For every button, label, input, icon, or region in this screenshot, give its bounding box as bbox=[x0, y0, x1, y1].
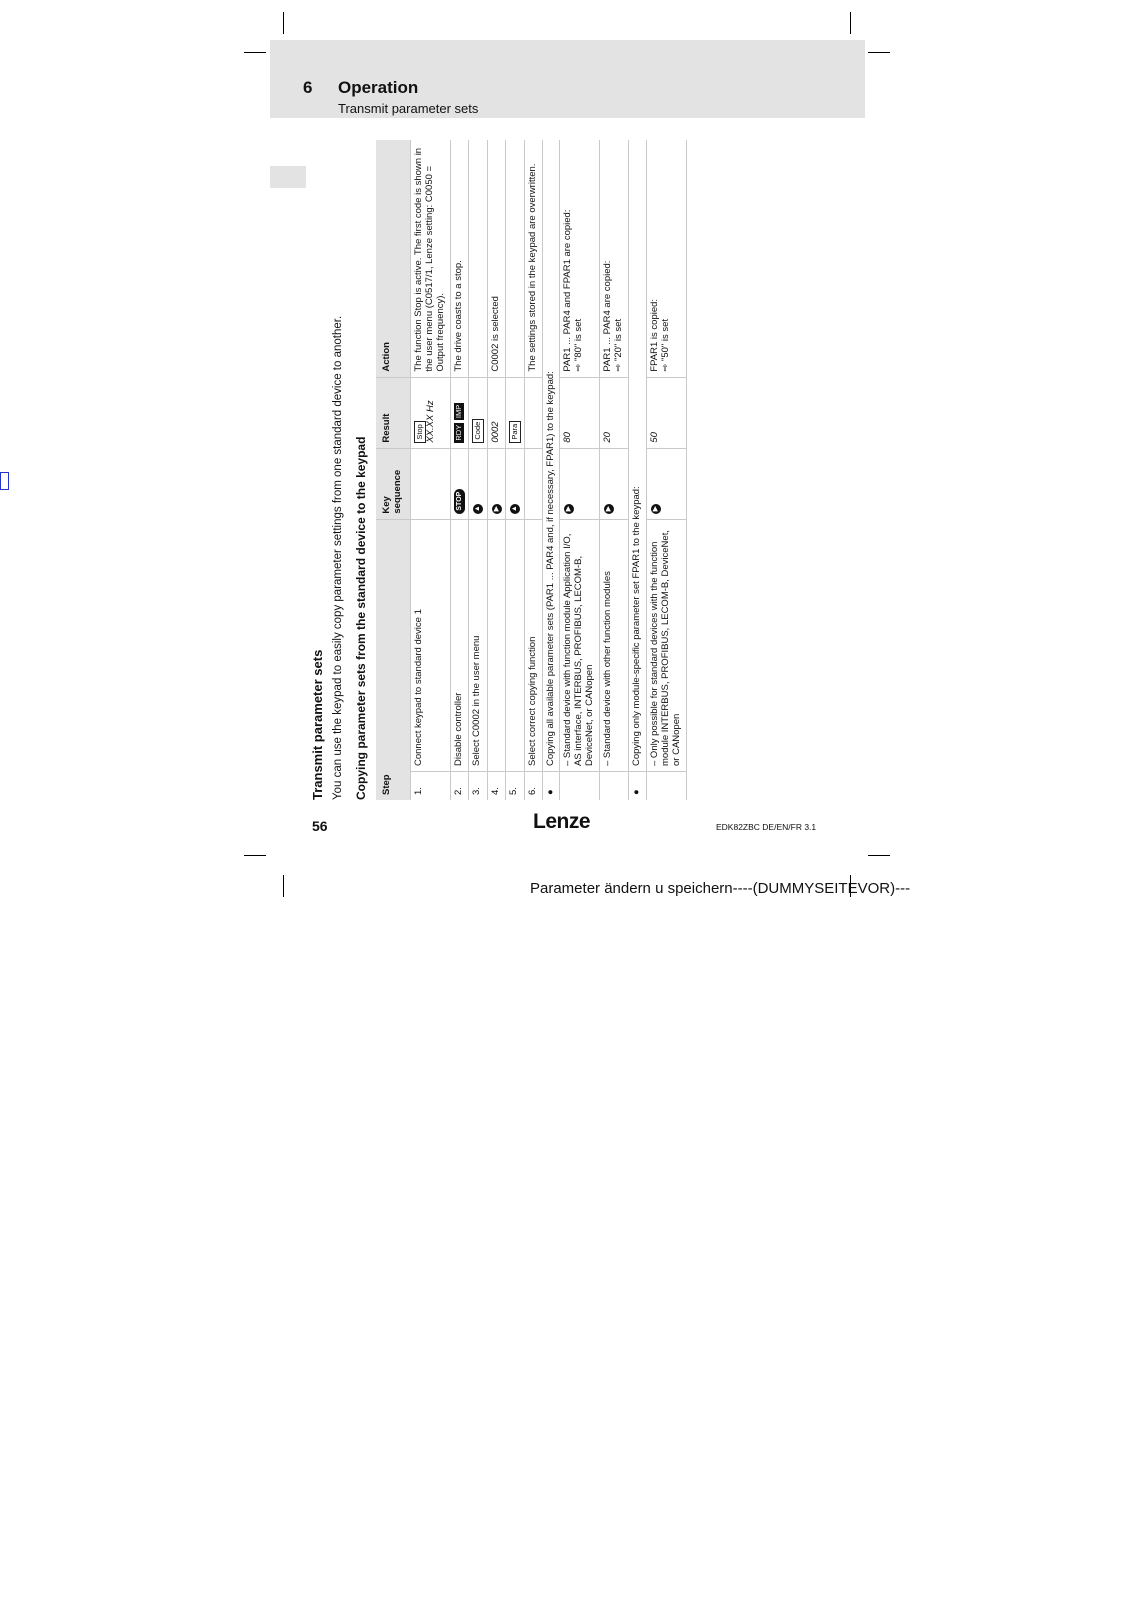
lenze-logo: Lenze bbox=[533, 810, 591, 833]
table-row bbox=[560, 140, 600, 800]
result-value: IMP bbox=[453, 404, 463, 419]
result-value: XX.XX Hz bbox=[424, 400, 436, 443]
right-key-icon: ▶ bbox=[564, 504, 574, 514]
right-key-icon: ▶ bbox=[604, 504, 614, 514]
chapter-subtitle: Transmit parameter sets bbox=[338, 101, 479, 116]
key-cell bbox=[410, 448, 450, 519]
right-key-icon: ▶ bbox=[492, 504, 502, 514]
key-cell bbox=[468, 448, 487, 519]
key-cell bbox=[560, 448, 600, 519]
header-action: Action bbox=[376, 140, 410, 377]
action-text: PAR1 ... PAR4 and FPAR1 are copied: bbox=[562, 209, 574, 372]
section-intro: You can use the keypad to easily copy parameter settings from one standard device to another. bbox=[332, 315, 344, 800]
page-number: 56 bbox=[312, 818, 328, 834]
action-cell bbox=[600, 140, 629, 377]
chapter-number: 6 bbox=[303, 78, 313, 97]
result-cell bbox=[450, 377, 468, 448]
result-cell bbox=[646, 377, 686, 448]
step-text bbox=[487, 519, 505, 771]
table-row bbox=[646, 140, 686, 800]
cursor-marker bbox=[0, 472, 9, 490]
step-text bbox=[560, 519, 600, 771]
step-text: Select correct copying function bbox=[524, 519, 542, 771]
group-heading: Copying all available parameter sets (PAR1 ... PAR4 and, if necessary, FPAR1) to the keypad: bbox=[542, 140, 560, 772]
step-text bbox=[600, 519, 629, 771]
result-value: 80 bbox=[562, 432, 574, 443]
action-text: The function Stop is active. The first code is shown in the user menu (C0517/1, Lenze setting: C0050 = Output frequency). bbox=[410, 140, 450, 377]
action-text: PAR1 ... PAR4 are copied: bbox=[602, 260, 614, 372]
chapter-title: Operation bbox=[338, 78, 419, 97]
step-text bbox=[505, 519, 524, 771]
action-result: ⇨ "80" is set bbox=[573, 318, 585, 372]
item-text: Only possible for standard devices with the function module INTERBUS, PROFIBUS, LECOM-B, DeviceNet, or CANopen bbox=[648, 530, 682, 766]
key-cell bbox=[450, 448, 468, 519]
crop-mark bbox=[850, 12, 851, 34]
group-heading: Copying only module-specific parameter set FPAR1 to the keypad: bbox=[629, 140, 647, 772]
right-key-icon: ▶ bbox=[651, 504, 661, 514]
dash: – bbox=[648, 760, 660, 766]
crop-mark bbox=[868, 52, 890, 53]
bullet: ● bbox=[542, 772, 560, 801]
step-number: 3. bbox=[468, 772, 487, 801]
up-key-icon: ▲ bbox=[473, 505, 481, 513]
document-id: EDK82ZBC DE/EN/FR 3.1 bbox=[716, 822, 817, 832]
group-heading-row bbox=[542, 140, 560, 800]
dummy-page-text: Parameter ändern u speichern----(DUMMYSEITEVOR)--- bbox=[530, 880, 911, 897]
crop-mark bbox=[244, 855, 266, 856]
table-row bbox=[505, 140, 524, 800]
result-box: Para bbox=[509, 421, 521, 443]
result-cell bbox=[410, 377, 450, 448]
step-text bbox=[646, 519, 686, 771]
result-cell bbox=[468, 377, 487, 448]
action-text bbox=[505, 140, 524, 377]
header-step: Step bbox=[376, 519, 410, 800]
result-cell bbox=[560, 377, 600, 448]
step-number: 2. bbox=[450, 772, 468, 801]
step-text: Connect keypad to standard device 1 bbox=[410, 519, 450, 771]
result-value: 20 bbox=[602, 432, 614, 443]
step-number: 4. bbox=[487, 772, 505, 801]
table-row bbox=[600, 140, 629, 800]
side-tab bbox=[270, 166, 306, 188]
table-row bbox=[524, 140, 542, 800]
step-text: Disable controller bbox=[450, 519, 468, 771]
table-row bbox=[468, 140, 487, 800]
steps-table bbox=[376, 140, 687, 800]
result-cell bbox=[600, 377, 629, 448]
empty-cell bbox=[646, 772, 686, 801]
action-text bbox=[468, 140, 487, 377]
result-cell bbox=[505, 377, 524, 448]
result-value: 50 bbox=[648, 432, 660, 443]
dash: – bbox=[562, 760, 574, 766]
table-row bbox=[410, 140, 450, 800]
result-value: 0002 bbox=[489, 421, 501, 443]
step-number: 1. bbox=[410, 772, 450, 801]
rotated-content bbox=[310, 140, 780, 800]
empty-cell bbox=[600, 772, 629, 801]
header-result: Result bbox=[376, 377, 410, 448]
key-cell bbox=[646, 448, 686, 519]
key-cell bbox=[524, 448, 542, 519]
result-cell bbox=[487, 377, 505, 448]
crop-mark bbox=[283, 875, 284, 897]
action-text: The settings stored in the keypad are overwritten. bbox=[524, 140, 542, 377]
empty-cell bbox=[560, 772, 600, 801]
bullet: ● bbox=[629, 772, 647, 801]
action-result: ⇨ "20" is set bbox=[613, 318, 625, 372]
table-header-row bbox=[376, 140, 410, 800]
chapter-header bbox=[270, 40, 865, 118]
item-text: Standard device with function module Application I/O, AS interface, INTERBUS, PROFIBUS, LECOM-B, DeviceNet, or CANopen bbox=[562, 533, 596, 766]
stop-key-icon: STOP bbox=[454, 489, 465, 514]
item-text: Standard device with other function modules bbox=[602, 571, 614, 759]
section-title: Transmit parameter sets bbox=[310, 649, 325, 800]
step-text: Select C0002 in the user menu bbox=[468, 519, 487, 771]
step-number: 6. bbox=[524, 772, 542, 801]
crop-mark bbox=[283, 12, 284, 34]
dash: – bbox=[602, 760, 614, 766]
crop-mark bbox=[868, 855, 890, 856]
action-result: ⇨ "50" is set bbox=[659, 318, 671, 372]
table-row bbox=[487, 140, 505, 800]
result-box: RDY bbox=[453, 424, 463, 441]
up-key-icon: ▲ bbox=[510, 505, 518, 513]
table-row bbox=[450, 140, 468, 800]
header-key: Key sequence bbox=[376, 448, 410, 519]
step-number: 5. bbox=[505, 772, 524, 801]
action-text: FPAR1 is copied: bbox=[648, 298, 660, 372]
key-cell bbox=[505, 448, 524, 519]
table-title: Copying parameter sets from the standard device to the keypad bbox=[354, 436, 368, 800]
result-box: Code bbox=[472, 419, 484, 443]
group-heading-row bbox=[629, 140, 647, 800]
action-text: C0002 is selected bbox=[487, 140, 505, 377]
result-box: Stop bbox=[414, 421, 426, 442]
key-cell bbox=[600, 448, 629, 519]
action-cell bbox=[560, 140, 600, 377]
key-cell bbox=[487, 448, 505, 519]
crop-mark bbox=[244, 52, 266, 53]
result-cell bbox=[524, 377, 542, 448]
action-text: The drive coasts to a stop. bbox=[450, 140, 468, 377]
action-cell bbox=[646, 140, 686, 377]
